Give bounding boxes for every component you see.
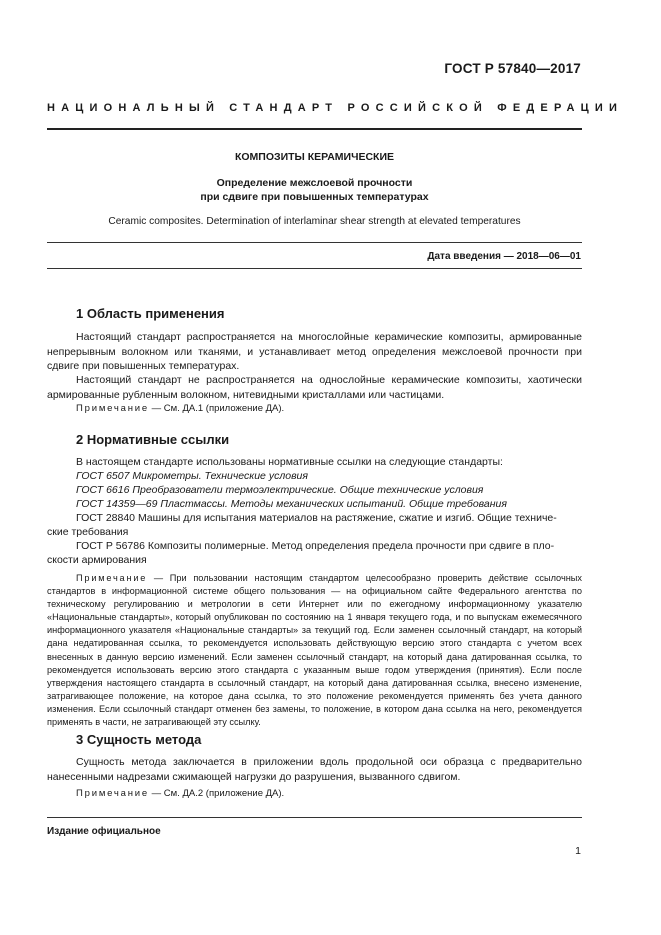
note-text: — См. ДА.2 (приложение ДА). — [149, 788, 285, 799]
note-label: Примечание — [76, 403, 149, 414]
section-2-intro: В настоящем стандарте использованы нормативные ссылки на следующие стандарты: — [76, 456, 503, 468]
section-3-paragraph-1-text: Сущность метода заключается в приложении вдоль продольной оси образца с предварительно нанесенными надрезами сжимающей нагрузки до разрушения, вызванного сдвигом. — [47, 756, 582, 783]
gost-number: ГОСТ Р 57840—2017 — [444, 61, 581, 76]
document-subtitle-line2: при сдвиге при повышенных температурах — [200, 191, 429, 203]
reference-gost-14359: ГОСТ 14359—69 Пластмассы. Методы механических испытаний. Общие требования — [76, 498, 507, 510]
section-3-note — [76, 788, 284, 799]
reference-gost-6616: ГОСТ 6616 Преобразователи термоэлектрические. Общие технические условия — [76, 484, 484, 496]
official-edition-label: Издание официальное — [47, 826, 161, 837]
section-1-paragraph-2 — [47, 373, 582, 402]
english-title: Ceramic composites. Determination of interlaminar shear strength at elevated temperatures — [108, 216, 521, 227]
document-subtitle-line1: Определение межслоевой прочности — [216, 177, 413, 189]
section-2-heading: 2 Нормативные ссылки — [76, 432, 230, 447]
section-1-note — [76, 403, 284, 414]
document-title: КОМПОЗИТЫ КЕРАМИЧЕСКИЕ — [234, 151, 395, 163]
reference-gost-28840-cont: ские требования — [47, 526, 129, 538]
section-1-heading: 1 Область применения — [76, 306, 225, 321]
reference-gost-r-56786: ГОСТ Р 56786 Композиты полимерные. Метод определения предела прочности при сдвиге в пло- — [76, 540, 555, 552]
note-label: Примечание — [76, 788, 149, 799]
note-text: — См. ДА.1 (приложение ДА). — [149, 403, 285, 414]
section-2-note — [47, 572, 582, 729]
standard-kind-banner: НАЦИОНАЛЬНЫЙ СТАНДАРТ РОССИЙСКОЙ ФЕДЕРАЦИИ — [47, 102, 624, 114]
section-1-paragraph-1 — [47, 330, 582, 374]
reference-gost-6507: ГОСТ 6507 Микрометры. Технические условия — [76, 470, 309, 482]
date-rule — [47, 268, 582, 269]
section-1-paragraph-2-text: Настоящий стандарт не распространяется на однослойные керамические композиты, хаотически армированные рубленным волокном, нитевидными кристаллами или частицами. — [47, 374, 582, 401]
introduction-date: Дата введения — 2018—06—01 — [427, 251, 581, 262]
footer-rule — [47, 817, 582, 818]
section-3-paragraph-1 — [47, 755, 582, 784]
title-rule — [47, 242, 582, 243]
header-rule — [47, 128, 582, 130]
note-label: Примечание — [76, 573, 148, 583]
page-number: 1 — [575, 845, 581, 857]
reference-gost-r-56786-cont: скости армирования — [47, 554, 147, 566]
section-1-paragraph-1-text: Настоящий стандарт распространяется на многослойные керамические композиты, армированные непрерывным волокном или тканями, и устанавливает метод определения межслоевой прочности при сдвиге при повышенных температурах. — [47, 331, 582, 372]
reference-gost-28840: ГОСТ 28840 Машины для испытания материалов на растяжение, сжатие и изгиб. Общие техниче- — [76, 512, 557, 524]
note-text: — При пользовании настоящим стандартом целесообразно проверить действие ссылочных стандартов в информационной системе общего пользования — на официальном сайте Федерального агентства по техническому регулированию и метрологии в сети Интернет или по ежегодному информационному указателю «Национальные стандарты», который опубликован по состоянию на 1 января текущего года, и по выпускам ежемесячного информационного указателя «Национальные стандарты» за текущий год. Если заменен ссылочный стандарт, на который дана недатированная ссылка, то рекомендуется использовать действующую версию этого стандарта с учетом всех внесенных в данную версию изменений. Если заменен ссылочный стандарт, на который дана датированная ссылка, то рекомендуется использовать версию этого стандарта с указанным выше годом утверждения (принятия). Если после утверждения настоящего стандарта в ссылочный стандарт, на который дана датированная ссылка, внесено изменение, затрагивающее положение, на которое дана ссылка, то это положение рекомендуется применять без учета данного изменения. Если ссылочный стандарт отменен без замены, то положение, в котором дана ссылка на него, рекомендуется применять в части, не затрагивающей эту ссылку. — [47, 573, 582, 728]
section-3-heading: 3 Сущность метода — [76, 732, 202, 747]
